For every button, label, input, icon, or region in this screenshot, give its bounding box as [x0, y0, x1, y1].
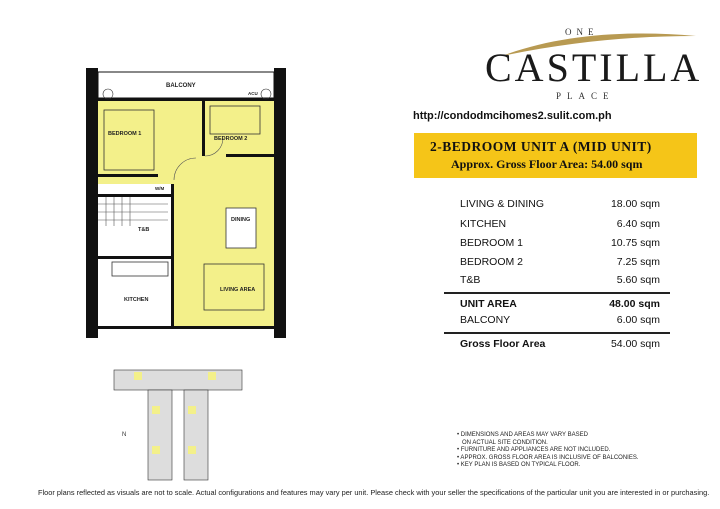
key-plan-right-wing [184, 390, 208, 480]
key-plan-top-wing [114, 370, 242, 390]
area-value: 7.25 sqm [616, 256, 660, 268]
balcony-row [460, 314, 660, 330]
key-plan-left-wing [148, 390, 172, 480]
area-name: BEDROOM 1 [460, 237, 524, 249]
label-kitchen: KITCHEN [124, 297, 149, 303]
area-name: KITCHEN [460, 218, 507, 230]
label-tb: T&B [138, 227, 150, 233]
gross-area-row [460, 338, 660, 354]
area-row [460, 198, 660, 214]
note-line: • APPROX. GROSS FLOOR AREA IS INCLUSIVE OF BALCONIES. [457, 454, 639, 461]
area-value: 5.60 sqm [616, 274, 660, 286]
area-row [460, 256, 660, 272]
unit-gross-area: Approx. Gross Floor Area: 54.00 sqm [451, 157, 643, 171]
label-living-area: LIVING AREA [220, 287, 256, 293]
table-divider [444, 332, 670, 334]
note-line: • DIMENSIONS AND AREAS MAY VARY BASED [457, 432, 588, 438]
hall-floor [98, 176, 174, 184]
website-url[interactable]: http://condodmcihomes2.sulit.com.ph [413, 110, 612, 122]
label-wm: W/M [155, 186, 165, 191]
note-line: • KEY PLAN IS BASED ON TYPICAL FLOOR. [457, 462, 581, 469]
area-value: 6.00 sqm [616, 314, 660, 326]
label-dining: DINING [231, 217, 251, 223]
tb-floor [98, 196, 168, 258]
area-row [460, 218, 660, 234]
north-arrow-icon: N [122, 432, 127, 438]
living-dining-floor [174, 156, 274, 328]
area-value: 54.00 sqm [610, 338, 660, 350]
area-name: T&B [460, 274, 481, 286]
table-divider [444, 292, 670, 294]
label-balcony: BALCONY [166, 83, 196, 89]
logo-bottom-text: PLACE [556, 91, 615, 101]
area-name: BEDROOM 2 [460, 256, 524, 268]
area-value: 10.75 sqm [610, 237, 660, 249]
area-row [460, 237, 660, 253]
note-line: ON ACTUAL SITE CONDITION. [457, 439, 548, 446]
floor-plan [86, 68, 288, 340]
area-name: BALCONY [460, 314, 511, 326]
bedroom2-floor [204, 100, 274, 156]
unit-title: 2-BEDROOM UNIT A (MID UNIT) [430, 139, 652, 154]
unit-area-row [460, 298, 660, 314]
key-plan [108, 366, 248, 486]
area-name: UNIT AREA [460, 298, 517, 310]
area-name: Gross Floor Area [460, 338, 546, 350]
kitchen-counter [112, 262, 168, 276]
label-bedroom1: BEDROOM 1 [108, 131, 142, 137]
label-bedroom2: BEDROOM 2 [214, 136, 248, 142]
logo-wordmark: CASTILLA [485, 45, 703, 90]
footer-disclaimer: Floor plans reflected as visuals are not to scale. Actual configurations and features may vary per unit. Please check with your seller the specifications of the particular unit you are interested in or purchasing. [38, 488, 710, 497]
logo-top-text: ONE [565, 27, 599, 37]
area-value: 48.00 sqm [609, 298, 660, 310]
area-value: 6.40 sqm [616, 218, 660, 230]
note-line: • FURNITURE AND APPLIANCES ARE NOT INCLUDED. [457, 447, 611, 454]
label-acu: ACU [248, 91, 258, 96]
disclaimer-notes [457, 432, 707, 470]
area-name: LIVING & DINING [460, 198, 545, 210]
dining-table [226, 208, 256, 248]
area-row [460, 274, 660, 290]
area-value: 18.00 sqm [610, 198, 660, 210]
